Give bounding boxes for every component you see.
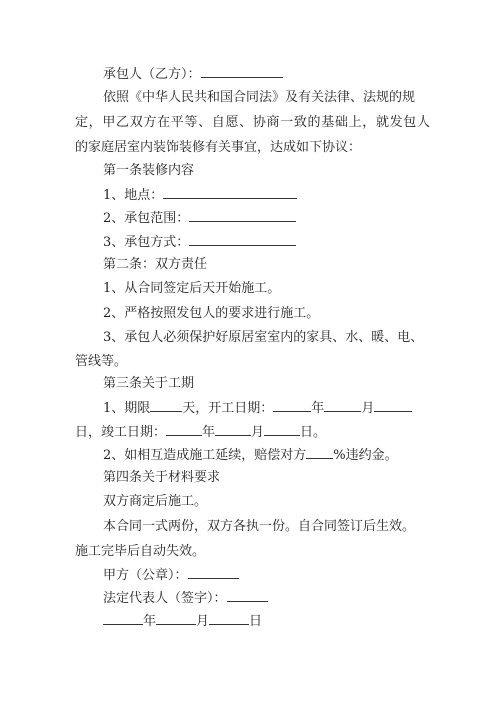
- closing-line-2: 施工完毕后自动失效。: [75, 544, 206, 559]
- method-blank[interactable]: [189, 233, 296, 246]
- intro-line-1: 依照《中华人民共和国合同法》及有关法律、法规的规: [103, 90, 416, 105]
- penalty-blank[interactable]: [306, 446, 333, 459]
- intro-line-2: 定，甲乙双方在平等、自愿、协商一致的基础上，就发包人: [75, 115, 430, 130]
- article-1-title: 第一条装修内容: [103, 163, 195, 178]
- end-day-blank[interactable]: [264, 423, 300, 436]
- article-2-item-3-line-1: 3、承包人必须保护好原居室室内的家具、水、暖、电、: [103, 330, 424, 345]
- article-2-item-3-line-2: 管线等。: [75, 354, 128, 369]
- duration-blank[interactable]: [150, 399, 182, 412]
- article-3-item-1-line-2: 日，竣工日期： 年 月 日。: [75, 425, 327, 440]
- article-3-item-1-line-1: 1、期限 天，开工日期： 年 月: [103, 399, 458, 418]
- article-3-item-2: 2、如相互造成施工延续，赔偿对方 %违约金。: [103, 448, 398, 463]
- article-4-line-1: 双方商定后施工。: [103, 494, 208, 509]
- party-a-line: 甲方（公章）：: [103, 566, 458, 585]
- contractor-label: 承包人（乙方）：: [103, 67, 201, 82]
- contractor-blank[interactable]: [201, 65, 283, 78]
- article-1-item-method: 3、承包方式：: [103, 233, 458, 252]
- intro-line-3: 的家庭居室内装饰装修有关事宜，达成如下协议：: [75, 140, 362, 155]
- contractor-line: [103, 65, 458, 84]
- article-1-item-location: 1、地点：: [103, 186, 458, 205]
- end-month-blank[interactable]: [215, 423, 251, 436]
- legal-rep-line: 法定代表人（签字）：: [103, 589, 458, 608]
- sign-year-blank[interactable]: [103, 612, 143, 625]
- start-year-blank[interactable]: [273, 399, 311, 412]
- article-3-title: 第三条关于工期: [103, 376, 195, 391]
- article-1-item-scope: 2、承包范围：: [103, 209, 458, 228]
- party-a-seal-blank[interactable]: [188, 566, 239, 579]
- signing-date-line: 年 月 日: [103, 612, 458, 631]
- article-2-title: 第二条：双方责任: [103, 257, 208, 272]
- sign-day-blank[interactable]: [209, 612, 249, 625]
- sign-month-blank[interactable]: [156, 612, 196, 625]
- scope-blank[interactable]: [189, 209, 296, 222]
- article-2-item-2: 2、严格按照发包人的要求进行施工。: [103, 306, 320, 321]
- article-2-item-1: 1、从合同签定后天开始施工。: [103, 281, 281, 296]
- closing-line-1: 本合同一式两份，双方各执一份。自合同签订后生效。: [103, 519, 416, 534]
- location-blank[interactable]: [163, 186, 297, 199]
- article-4-title: 第四条关于材料要求: [103, 470, 221, 485]
- start-day-blank[interactable]: [374, 399, 412, 412]
- start-month-blank[interactable]: [324, 399, 361, 412]
- legal-rep-signature-blank[interactable]: [227, 589, 268, 602]
- end-year-blank[interactable]: [166, 423, 202, 436]
